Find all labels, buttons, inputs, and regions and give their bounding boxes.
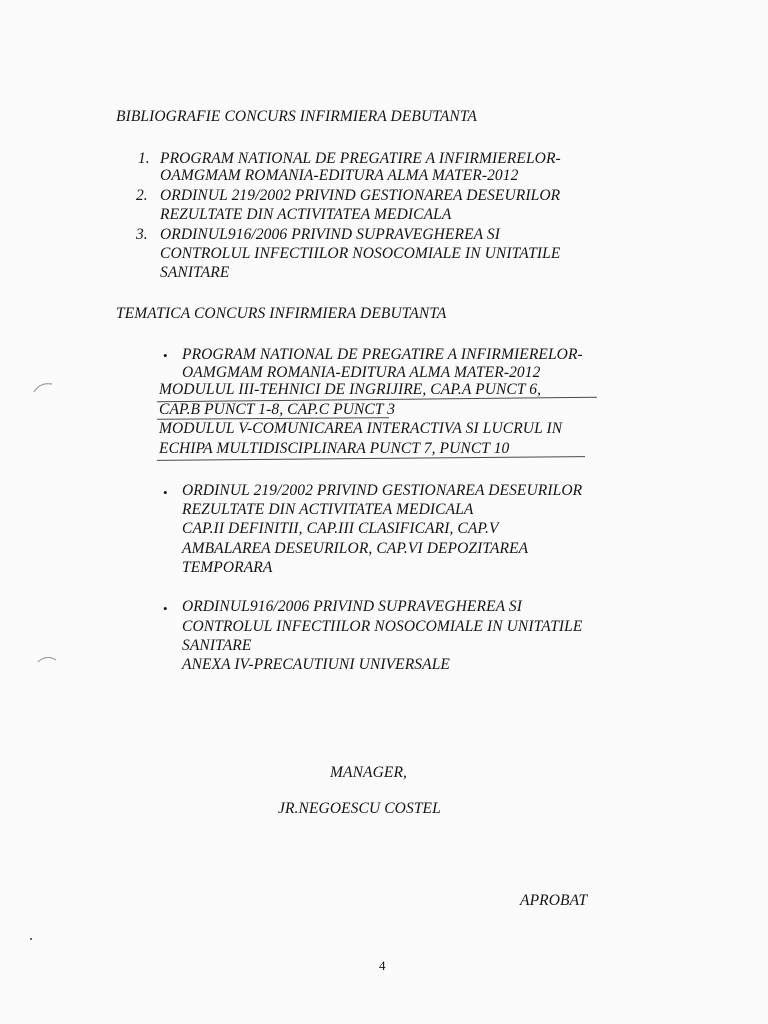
signature-role: MANAGER, [330, 764, 407, 781]
tematica-item-line: OAMGMAM ROMANIA-EDITURA ALMA MATER-2012 [182, 364, 541, 381]
bullet-icon: • [163, 485, 168, 500]
tematica-item-line: SANITARE [182, 637, 252, 654]
scan-speck [30, 938, 32, 940]
bibliography-item-line: SANITARE [160, 264, 230, 281]
punch-hole-mark-icon [32, 380, 54, 394]
punch-hole-mark-icon [36, 652, 58, 666]
bibliography-item-number: 3. [136, 226, 148, 243]
tematica-item-line: TEMPORARA [182, 559, 273, 576]
bibliography-item-number: 1. [138, 150, 150, 167]
approval-label: APROBAT [520, 892, 588, 909]
page-number: 4 [379, 958, 386, 973]
bibliography-title: BIBLIOGRAFIE CONCURS INFIRMIERA DEBUTANTA [116, 108, 477, 125]
bibliography-item-number: 2. [136, 187, 148, 204]
bibliography-item-line: CONTROLUL INFECTIILOR NOSOCOMIALE IN UNITATILE [160, 245, 561, 262]
bibliography-item-line: ORDINUL916/2006 PRIVIND SUPRAVEGHEREA SI [160, 226, 501, 243]
tematica-item-line: ANEXA IV-PRECAUTIUNI UNIVERSALE [182, 656, 450, 673]
bibliography-item-line: REZULTATE DIN ACTIVITATEA MEDICALA [160, 206, 452, 223]
signature-name: JR.NEGOESCU COSTEL [278, 800, 441, 817]
tematica-item-line: REZULTATE DIN ACTIVITATEA MEDICALA [182, 501, 474, 518]
tematica-item-line: AMBALAREA DESEURILOR, CAP.VI DEPOZITAREA [182, 540, 529, 557]
tematica-item-line: ORDINUL 219/2002 PRIVIND GESTIONAREA DESEURILOR [182, 482, 583, 499]
tematica-item-line: ECHIPA MULTIDISCIPLINARA PUNCT 7, PUNCT 10 [159, 440, 510, 457]
bullet-icon: • [163, 348, 168, 363]
tematica-title: TEMATICA CONCURS INFIRMIERA DEBUTANTA [116, 305, 447, 322]
tematica-item-line: MODULUL III-TEHNICI DE INGRIJIRE, CAP.A PUNCT 6, [159, 381, 542, 398]
tematica-item-line: CONTROLUL INFECTIILOR NOSOCOMIALE IN UNITATILE [182, 618, 583, 635]
tematica-item-line: PROGRAM NATIONAL DE PREGATIRE A INFIRMIERELOR- [182, 346, 583, 363]
bibliography-item-line: PROGRAM NATIONAL DE PREGATIRE A INFIRMIERELOR- [160, 150, 561, 167]
bibliography-item-line: OAMGMAM ROMANIA-EDITURA ALMA MATER-2012 [160, 167, 519, 184]
tematica-item-line: CAP.B PUNCT 1-8, CAP.C PUNCT 3 [159, 401, 396, 418]
bullet-icon: • [163, 601, 168, 616]
tematica-item-line: MODULUL V-COMUNICAREA INTERACTIVA SI LUCRUL IN [159, 420, 563, 437]
tematica-item-line: ORDINUL916/2006 PRIVIND SUPRAVEGHEREA SI [182, 598, 523, 615]
bibliography-item-line: ORDINUL 219/2002 PRIVIND GESTIONAREA DESEURILOR [160, 187, 561, 204]
tematica-item-line: CAP.II DEFINITII, CAP.III CLASIFICARI, CAP.V [182, 520, 499, 537]
